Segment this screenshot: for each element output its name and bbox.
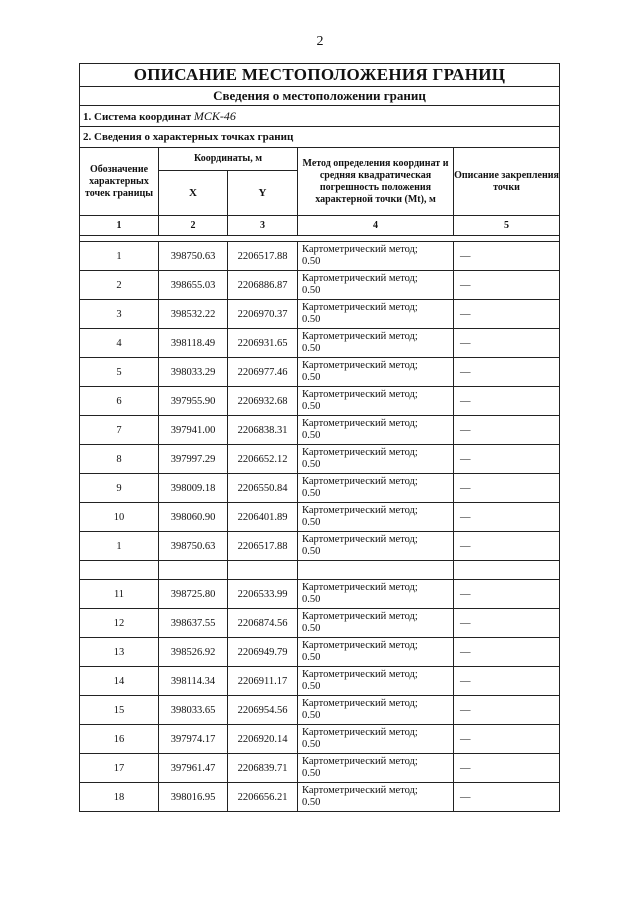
- y-coordinate-cell: 2206911.17: [228, 667, 298, 696]
- method-cell: [298, 387, 454, 416]
- fixing-description-cell: —: [454, 783, 560, 812]
- fixing-description-cell: —: [454, 580, 560, 609]
- method-text: Картометрический метод;: [302, 785, 418, 796]
- table-row: [80, 532, 560, 561]
- method-cell: [298, 638, 454, 667]
- method-cell: [298, 474, 454, 503]
- table-row: [80, 358, 560, 387]
- empty-separator-row: [80, 561, 560, 580]
- empty-cell: [228, 561, 298, 580]
- column-number: 5: [454, 216, 560, 236]
- y-coordinate-cell: 2206954.56: [228, 696, 298, 725]
- column-number: 2: [159, 216, 228, 236]
- x-coordinate-cell: 397961.47: [159, 754, 228, 783]
- point-id-cell: 10: [80, 503, 159, 532]
- x-coordinate-cell: 398750.63: [159, 242, 228, 271]
- point-id-cell: 1: [80, 532, 159, 561]
- method-text: Картометрический метод;: [302, 447, 418, 458]
- fixing-description-cell: —: [454, 638, 560, 667]
- x-coordinate-cell: 398532.22: [159, 300, 228, 329]
- y-coordinate-cell: 2206656.21: [228, 783, 298, 812]
- column-number: 1: [80, 216, 159, 236]
- table-row: [80, 242, 560, 271]
- method-text: Картометрический метод;: [302, 582, 418, 593]
- document-title: ОПИСАНИЕ МЕСТОПОЛОЖЕНИЯ ГРАНИЦ: [80, 64, 560, 87]
- table-row: [80, 696, 560, 725]
- empty-cell: [298, 561, 454, 580]
- x-coordinate-cell: 397997.29: [159, 445, 228, 474]
- fixing-description-cell: —: [454, 609, 560, 638]
- method-cell: [298, 532, 454, 561]
- accuracy-text: 0.50: [302, 430, 321, 441]
- point-id-cell: 17: [80, 754, 159, 783]
- header-coordinates: Координаты, м: [159, 148, 298, 171]
- method-text: Картометрический метод;: [302, 611, 418, 622]
- characteristic-points-heading: [80, 127, 560, 148]
- x-coordinate-cell: 398009.18: [159, 474, 228, 503]
- method-text: Картометрический метод;: [302, 302, 418, 313]
- x-coordinate-cell: 398060.90: [159, 503, 228, 532]
- fixing-description-cell: —: [454, 503, 560, 532]
- table-row: [80, 754, 560, 783]
- fixing-description-cell: —: [454, 300, 560, 329]
- empty-cell: [159, 561, 228, 580]
- point-id-cell: 3: [80, 300, 159, 329]
- method-text: Картометрический метод;: [302, 640, 418, 651]
- accuracy-text: 0.50: [302, 710, 321, 721]
- y-coordinate-cell: 2206517.88: [228, 532, 298, 561]
- point-id-cell: 18: [80, 783, 159, 812]
- accuracy-text: 0.50: [302, 285, 321, 296]
- method-cell: [298, 696, 454, 725]
- y-coordinate-cell: 2206517.88: [228, 242, 298, 271]
- method-cell: [298, 242, 454, 271]
- x-coordinate-cell: 398033.29: [159, 358, 228, 387]
- point-id-cell: 12: [80, 609, 159, 638]
- table-row: [80, 445, 560, 474]
- x-coordinate-cell: 397955.90: [159, 387, 228, 416]
- column-numbers-row: [80, 216, 560, 236]
- table-row: [80, 503, 560, 532]
- method-cell: [298, 271, 454, 300]
- method-cell: [298, 300, 454, 329]
- method-text: Картометрический метод;: [302, 331, 418, 342]
- table-row: [80, 387, 560, 416]
- header-method: Метод определения координат и средняя квадратическая погрешность положения характерной точки (Mt), м: [298, 148, 454, 216]
- method-cell: [298, 416, 454, 445]
- point-id-cell: 11: [80, 580, 159, 609]
- fixing-description-cell: —: [454, 387, 560, 416]
- y-coordinate-cell: 2206977.46: [228, 358, 298, 387]
- y-coordinate-cell: 2206838.31: [228, 416, 298, 445]
- point-id-cell: 15: [80, 696, 159, 725]
- x-coordinate-cell: 398750.63: [159, 532, 228, 561]
- method-text: Картометрический метод;: [302, 418, 418, 429]
- accuracy-text: 0.50: [302, 652, 321, 663]
- table-row: [80, 416, 560, 445]
- accuracy-text: 0.50: [302, 768, 321, 779]
- method-cell: [298, 783, 454, 812]
- accuracy-text: 0.50: [302, 546, 321, 557]
- point-id-cell: 14: [80, 667, 159, 696]
- coordinate-system-row: [80, 106, 560, 127]
- accuracy-text: 0.50: [302, 681, 321, 692]
- method-cell: [298, 667, 454, 696]
- x-coordinate-cell: 398526.92: [159, 638, 228, 667]
- y-coordinate-cell: 2206401.89: [228, 503, 298, 532]
- boundary-table: [79, 63, 560, 812]
- point-id-cell: 1: [80, 242, 159, 271]
- method-cell: [298, 503, 454, 532]
- point-id-cell: 8: [80, 445, 159, 474]
- y-coordinate-cell: 2206652.12: [228, 445, 298, 474]
- table-row: [80, 474, 560, 503]
- method-cell: [298, 445, 454, 474]
- method-text: Картометрический метод;: [302, 727, 418, 738]
- fixing-description-cell: —: [454, 474, 560, 503]
- y-coordinate-cell: 2206920.14: [228, 725, 298, 754]
- x-coordinate-cell: 398637.55: [159, 609, 228, 638]
- method-text: Картометрический метод;: [302, 273, 418, 284]
- fixing-description-cell: —: [454, 667, 560, 696]
- x-coordinate-cell: 398033.65: [159, 696, 228, 725]
- method-text: Картометрический метод;: [302, 534, 418, 545]
- y-coordinate-cell: 2206839.71: [228, 754, 298, 783]
- accuracy-text: 0.50: [302, 459, 321, 470]
- method-text: Картометрический метод;: [302, 244, 418, 255]
- fixing-description-cell: —: [454, 532, 560, 561]
- method-cell: [298, 329, 454, 358]
- empty-cell: [80, 561, 159, 580]
- fixing-description-cell: —: [454, 445, 560, 474]
- y-coordinate-cell: 2206949.79: [228, 638, 298, 667]
- empty-cell: [454, 561, 560, 580]
- x-coordinate-cell: 398725.80: [159, 580, 228, 609]
- table-row: [80, 725, 560, 754]
- x-coordinate-cell: 398655.03: [159, 271, 228, 300]
- y-coordinate-cell: 2206970.37: [228, 300, 298, 329]
- accuracy-text: 0.50: [302, 343, 321, 354]
- fixing-description-cell: —: [454, 696, 560, 725]
- header-y: Y: [228, 171, 298, 216]
- method-text: Картометрический метод;: [302, 476, 418, 487]
- table-row: [80, 609, 560, 638]
- fixing-description-cell: —: [454, 725, 560, 754]
- accuracy-text: 0.50: [302, 623, 321, 634]
- table-row: [80, 300, 560, 329]
- x-coordinate-cell: 398114.34: [159, 667, 228, 696]
- y-coordinate-cell: 2206931.65: [228, 329, 298, 358]
- y-coordinate-cell: 2206533.99: [228, 580, 298, 609]
- accuracy-text: 0.50: [302, 488, 321, 499]
- column-number: 4: [298, 216, 454, 236]
- table-row: [80, 580, 560, 609]
- fixing-description-cell: —: [454, 416, 560, 445]
- point-id-cell: 4: [80, 329, 159, 358]
- column-number: 3: [228, 216, 298, 236]
- x-coordinate-cell: 398118.49: [159, 329, 228, 358]
- header-fixing: Описание закрепления точки: [454, 148, 560, 216]
- table-row: [80, 271, 560, 300]
- x-coordinate-cell: 397941.00: [159, 416, 228, 445]
- method-text: Картометрический метод;: [302, 505, 418, 516]
- header-x: X: [159, 171, 228, 216]
- page-number: 2: [316, 34, 324, 49]
- method-text: Картометрический метод;: [302, 360, 418, 371]
- fixing-description-cell: —: [454, 329, 560, 358]
- point-id-cell: 16: [80, 725, 159, 754]
- method-cell: [298, 609, 454, 638]
- coordinate-system-label: 1. Система координат: [83, 110, 192, 123]
- method-text: Картометрический метод;: [302, 389, 418, 400]
- x-coordinate-cell: 398016.95: [159, 783, 228, 812]
- accuracy-text: 0.50: [302, 314, 321, 325]
- method-cell: [298, 725, 454, 754]
- fixing-description-cell: —: [454, 358, 560, 387]
- header-point: Обозначение характерных точек границы: [80, 148, 159, 216]
- x-coordinate-cell: 397974.17: [159, 725, 228, 754]
- method-text: Картометрический метод;: [302, 756, 418, 767]
- coordinate-system-value: МСК-46: [193, 108, 236, 123]
- fixing-description-cell: —: [454, 271, 560, 300]
- accuracy-text: 0.50: [302, 256, 321, 267]
- accuracy-text: 0.50: [302, 594, 321, 605]
- accuracy-text: 0.50: [302, 739, 321, 750]
- point-id-cell: 9: [80, 474, 159, 503]
- method-cell: [298, 580, 454, 609]
- point-id-cell: 6: [80, 387, 159, 416]
- y-coordinate-cell: 2206550.84: [228, 474, 298, 503]
- fixing-description-cell: —: [454, 242, 560, 271]
- y-coordinate-cell: 2206874.56: [228, 609, 298, 638]
- accuracy-text: 0.50: [302, 517, 321, 528]
- table-row: [80, 667, 560, 696]
- point-id-cell: 2: [80, 271, 159, 300]
- boundary-description-form: [79, 63, 559, 812]
- accuracy-text: 0.50: [302, 372, 321, 383]
- table-row: [80, 783, 560, 812]
- fixing-description-cell: —: [454, 754, 560, 783]
- characteristic-points-label: 2. Сведения о характерных точках границ: [83, 131, 294, 143]
- method-cell: [298, 754, 454, 783]
- accuracy-text: 0.50: [302, 797, 321, 808]
- table-row: [80, 329, 560, 358]
- document-subtitle: Сведения о местоположении границ: [80, 87, 560, 106]
- y-coordinate-cell: 2206932.68: [228, 387, 298, 416]
- method-cell: [298, 358, 454, 387]
- point-id-cell: 5: [80, 358, 159, 387]
- table-row: [80, 638, 560, 667]
- method-text: Картометрический метод;: [302, 669, 418, 680]
- accuracy-text: 0.50: [302, 401, 321, 412]
- point-id-cell: 13: [80, 638, 159, 667]
- method-text: Картометрический метод;: [302, 698, 418, 709]
- point-id-cell: 7: [80, 416, 159, 445]
- y-coordinate-cell: 2206886.87: [228, 271, 298, 300]
